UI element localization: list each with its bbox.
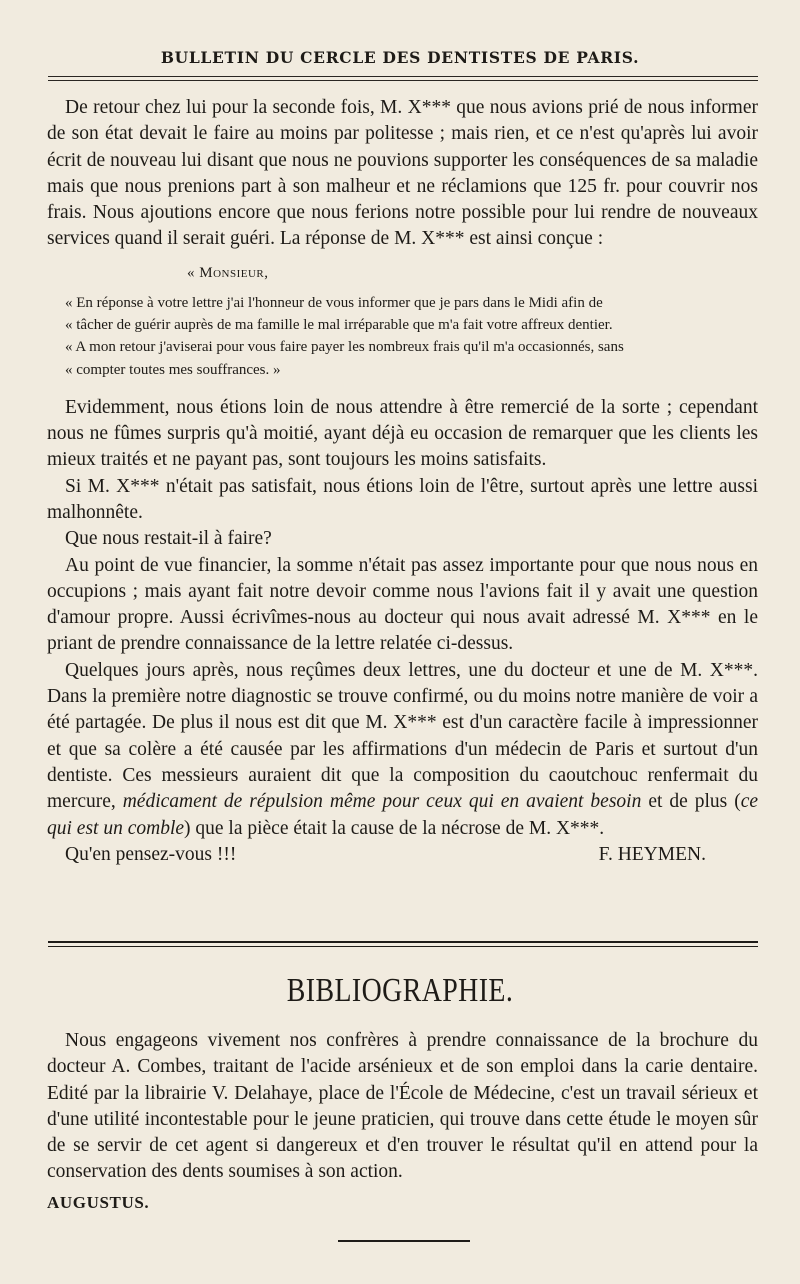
paragraph-6-text-a: Quelques jours après, nous reçûmes deux lettres, une du docteur et une de M. X***. Dans la première notre diagnostic se trouve confirmé, ou du moins notre manière de voir a été partagée. De plus il nous est dit que M. X*** est d'un caractère facile à impressionner et que sa colère a été causée par les affirmations d'un médecin de Paris et surtout d'un dentiste. Ces messieurs auraient dit que la composition du caoutchouc renfermait du mercure, [47, 659, 758, 813]
bibliographie-paragraph: Nous engageons vivement nos confrères à prendre connaissance de la brochure du docteur A. Combes, traitant de l'acide arsénieux et de son emploi dans la carie dentaire. Edité par la librairie V. Delahaye, place de l'École de Médecine, c'est un travail sérieux et d'une utilité incontestable pour le jeune praticien, qui trouve dans cette étude le moyen sûr de se servir de cet agent si dangereux et d'en trouver le résultat qu'il en attend pour la conservation des dents soumises à son action. [47, 1030, 758, 1183]
bibliographie-signature: AUGUSTUS. [47, 1192, 150, 1212]
section-divider [48, 941, 758, 943]
section-divider-thin [48, 946, 758, 947]
author-signature: F. HEYMEN. [598, 843, 706, 865]
article-body [47, 95, 758, 868]
article-paragraph-3: Si M. X*** n'était pas satisfait, nous étions loin de l'être, surtout après une lettre aussi malhonnête. [47, 475, 758, 523]
article-paragraph-6 [47, 658, 758, 842]
running-head-title: BULLETIN DU CERCLE DES DENTISTES DE PARIS. [160, 48, 640, 67]
article-paragraph-2: Evidemment, nous étions loin de nous attendre à être remercié de la sorte ; cependant nous ne fûmes surpris qu'à moitié, ayant déjà eu occasion de remarquer que les clients les mieux traités et ne payant pas, sont toujours les moins satisfaits. [47, 396, 758, 471]
article-paragraph-4: Que nous restait-il à faire? [65, 528, 272, 550]
paragraph-6-italic-aside: ce qui est un comble [47, 791, 758, 839]
letter-line: « compter toutes mes souffrances. » [65, 361, 281, 378]
letter-line: « A mon retour j'aviserai pour vous faire payer les nombreux frais qu'il m'a occasionnés, sans [65, 339, 624, 356]
end-rule [338, 1240, 470, 1242]
paragraph-6-text-b: et de plus ( [648, 791, 741, 813]
header-rule-thin [48, 80, 758, 81]
header-rule [48, 76, 758, 77]
letter-line: « tâcher de guérir auprès de ma famille le mal irréparable que m'a fait votre affreux dentier. [65, 317, 613, 334]
letter-salutation: « Monsieur, [187, 264, 269, 281]
bibliographie-body [47, 1028, 758, 1216]
letter-line: « En réponse à votre lettre j'ai l'honneur de vous informer que je pars dans le Midi afin de [65, 294, 603, 311]
closing-question: Qu'en pensez-vous !!! [65, 843, 237, 865]
paragraph-6-text-c: ) que la pièce était la cause de la nécrose de M. X***. [184, 817, 605, 839]
article-paragraph-5: Au point de vue financier, la somme n'était pas assez importante pour que nous nous en occupions ; mais ayant fait notre devoir comme nous l'avions fait il y avait une question d'amour propre. Aussi écrivîmes-nous au docteur qui nous avait adressé M. X*** en le priant de prendre connaissance de la lettre relatée ci-dessus. [47, 554, 758, 655]
quoted-letter [47, 262, 758, 381]
bibliographie-heading: BIBLIOGRAPHIE. [286, 972, 514, 1009]
paragraph-6-italic-phrase: médicament de répulsion même pour ceux qui en avaient besoin [122, 791, 642, 813]
article-continuation [47, 395, 758, 868]
article-paragraph-1: De retour chez lui pour la seconde fois, M. X*** que nous avions prié de nous informer de son état devait le faire au moins par politesse ; mais rien, et ce n'est qu'après lui avoir écrit de nouveau lui disant que nous ne pouvions supporter les conséquences de sa maladie mais que nous prenions part à son malheur et ne réclamions que 125 fr. pour couvrir nos frais. Nous ajoutions encore que nous ferions notre possible pour lui rendre de nouveaux services quand il serait guéri. La réponse de M. X*** est ainsi conçue : [47, 97, 758, 250]
closing-line [47, 842, 758, 868]
